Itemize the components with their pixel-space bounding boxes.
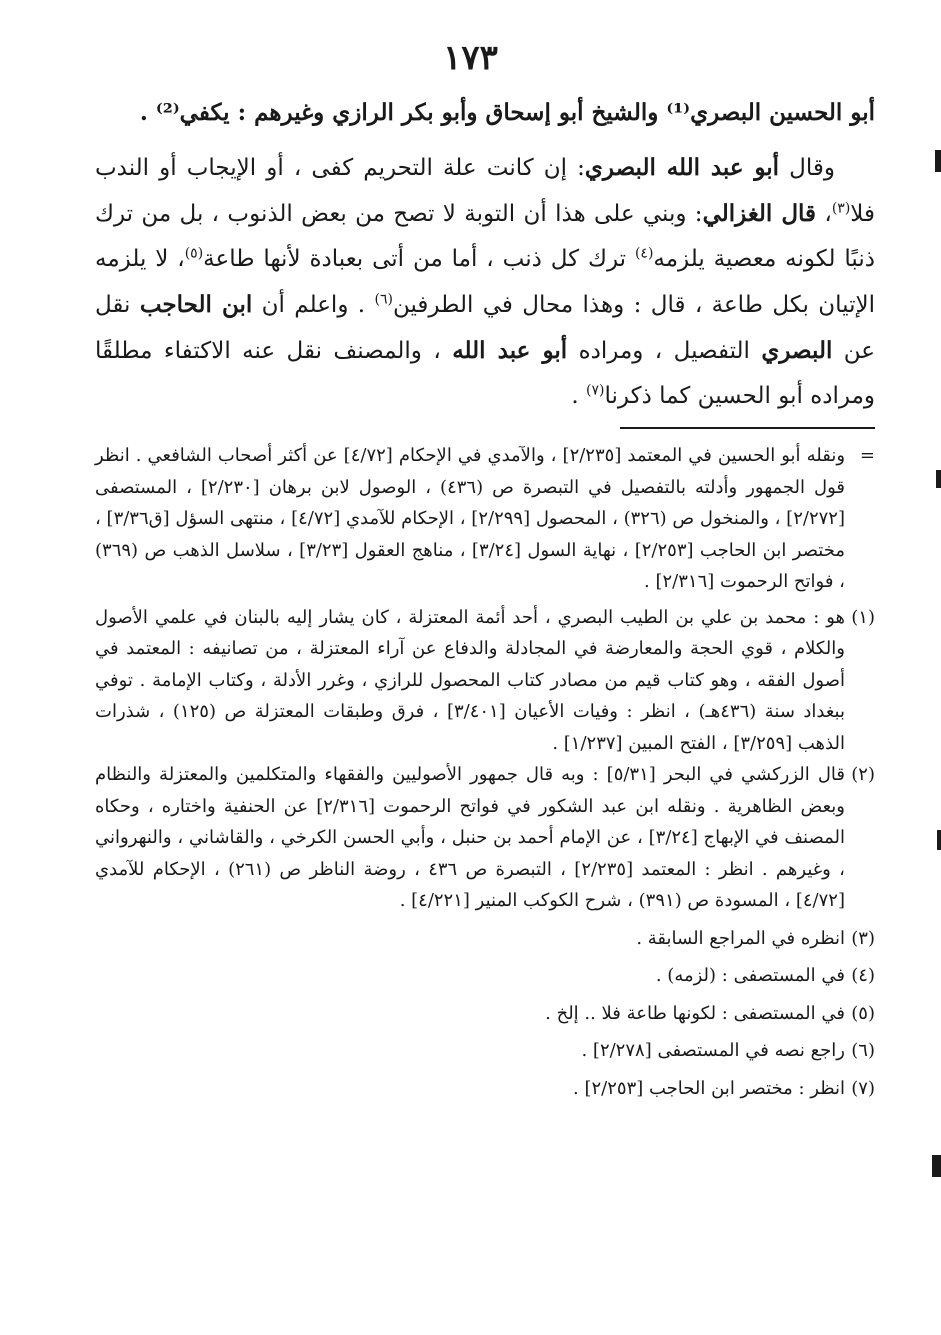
footnote-text: راجع نصه في المستصفى [٢/٢٧٨] . <box>581 1040 845 1061</box>
footnote-mark: (١) <box>851 606 875 628</box>
footnote-text: في المستصفى : لكونها طاعة فلا .. إلخ . <box>545 1002 845 1024</box>
footnote-1 <box>95 602 875 760</box>
name-abu-abdullah: أبو عبد الله <box>452 337 568 364</box>
footnote-text: قال الزركشي في البحر [٥/٣١] : وبه قال جمهور الأصوليين والفقهاء والمتكلمين والمعتزلة والنظام وبعض الظاهرية . ونقله ابن عبد الشكور في فواتح الرحموت [٢/٣١٦] عن الحنفية واختاره ، وحكاه المصنف في الإبهاج [٣/٢٤] ، عن الإمام أحمد بن حنبل ، وأبي الحسن الكرخي ، والقاشاني ، والنهرواني ، وغيرهم . انظر : المعتمد [٢/٢٣٥] ، التبصرة ص ٤٣٦ ، روضة الناظر ص (٢٦١) ، الإحكام للآمدي [٤/٧٢] ، المسودة ص (٣٩١) ، شرح الكوكب المنير [٤/٢٢١] . <box>95 764 846 911</box>
footnote-5 <box>95 998 875 1030</box>
footnote-6 <box>95 1035 875 1067</box>
footnotes <box>95 440 875 1104</box>
footnote-3 <box>95 923 875 955</box>
para-text-c: : إن كانت علة التحريم كفى ، أو الإيجاب أو الندب فلا <box>95 155 875 227</box>
page-number: ١٧٣ <box>443 38 498 78</box>
footnote-mark: (٥) <box>851 1002 875 1024</box>
footnote-text: انظر : مختصر ابن الحاجب [٢/٢٥٣] . <box>573 1077 845 1099</box>
para-text-i: . واعلم أن <box>252 292 375 318</box>
footnote-text: في المستصفى : (لزمه) . <box>655 965 845 986</box>
footnote-mark: (٧) <box>851 1077 875 1099</box>
name-ibn-al-hajib: ابن الحاجب <box>139 291 253 318</box>
para-text-d: ، <box>816 201 832 227</box>
footnote-ref-7[interactable]: (٧) <box>586 382 605 399</box>
para-text-f: : وبني على هذا أن التوبة لا تصح من بعض الذنوب ، بل من ترك ذنبًا لكونه معصية يلزمه <box>95 201 875 272</box>
main-text-line-1 <box>95 90 875 135</box>
footnote-ref-4[interactable]: (٤) <box>634 245 654 262</box>
footnote-ref-3[interactable]: (٣) <box>831 200 851 217</box>
name-basri: البصري <box>761 337 833 364</box>
footnote-mark: (٣) <box>851 927 875 949</box>
footnote-mark: (٤) <box>851 965 875 986</box>
continuation-text: ونقله أبو الحسين في المعتمد [٢/٢٣٥] ، والآمدي في الإحكام [٤/٧٢] عن أكثر أصحاب الشافعي . انظر قول الجمهور وأدلته بالتفصيل في التبصرة ص (٤٣٦) ، الوصول لابن برهان [٢/٢٣٠] ، المستصفى [٢/٢٧٢] ، والمنخول ص (٣٢٦) ، المحصول [٢/٢٩٩] ، الإحكام للآمدي [٤/٧٢] ، منتهى السؤل [ق٣/٣٦] ، مختصر ابن الحاجب [٢/٢٥٣] ، نهاية السول [٣/٢٤] ، مناهج العقول [٣/٢٣] ، سلاسل الذهب ص (٣٦٩) ، فواتح الرحموت [٢/٣١٦] . <box>95 445 846 592</box>
footnote-7 <box>95 1073 875 1105</box>
footnote-2 <box>95 759 875 917</box>
main-text <box>95 90 875 419</box>
footnote-text: انظره في المراجع السابقة . <box>636 927 845 949</box>
para-text-o: ، والمصنف نقل عنه الاكتفاء مطلقًا ومراده أبو الحسين كما ذكرنا <box>95 338 875 409</box>
footnote-continuation <box>95 440 875 598</box>
name-ghazali: قال الغزالي <box>702 200 817 227</box>
scan-mark-4 <box>932 1155 941 1177</box>
name-abu-abdullah-basri: أبو عبد الله البصري <box>584 154 780 181</box>
para-text-h: ، لا يلزمه الإتيان بكل طاعة ، قال : وهذا محال في الطرفين <box>95 246 875 318</box>
footnote-ref-5[interactable]: (٥) <box>184 245 204 262</box>
para-text-m: التفصيل ، ومراده <box>567 338 762 364</box>
footnote-ref-6[interactable]: (٦) <box>374 291 393 308</box>
para-text-a: وقال <box>779 155 835 181</box>
footnote-mark: (٢) <box>851 764 875 785</box>
main-paragraph <box>95 145 875 419</box>
scan-mark-1 <box>935 150 941 172</box>
footnote-4 <box>95 960 875 992</box>
footnote-text: هو : محمد بن علي بن الطيب البصري ، أحد أئمة المعتزلة ، كان يشار إليه بالبنان في علمي الأصول والكلام ، قوي الحجة والمعارضة في المجادلة والدفاع عن آراء المعتزلة ، من تصانيفه : المعتمد في أصول الفقه ، وهو كتاب قيم من مصادر كتاب المحصول للرازي ، وغرر الأدلة ، وكتاب الإمامة . توفي ببغداد سنة (٤٣٦هـ) ، انظر : وفيات الأعيان [٣/٤٠١] ، فرق وطبقات المعتزلة ص (١٢٥) ، شذرات الذهب [٣/٢٥٩] ، الفتح المبين [١/٢٣٧] . <box>95 606 845 754</box>
scan-mark-3 <box>937 830 941 850</box>
continuation-mark: = <box>859 445 875 466</box>
line1-text: أبو الحسين البصري⁽¹⁾ والشيخ أبو إسحاق وأبو بكر الرازي وغيرهم : يكفي⁽²⁾ . <box>139 99 875 126</box>
scan-mark-2 <box>936 470 941 488</box>
footnote-separator <box>620 427 875 429</box>
footnote-mark: (٦) <box>851 1040 875 1061</box>
para-text-g: ترك كل ذنب ، أما من أتى بعبادة لأنها طاعة <box>203 246 635 272</box>
para-text-k: نقل عن <box>95 292 875 364</box>
para-text-p: . <box>571 383 587 409</box>
